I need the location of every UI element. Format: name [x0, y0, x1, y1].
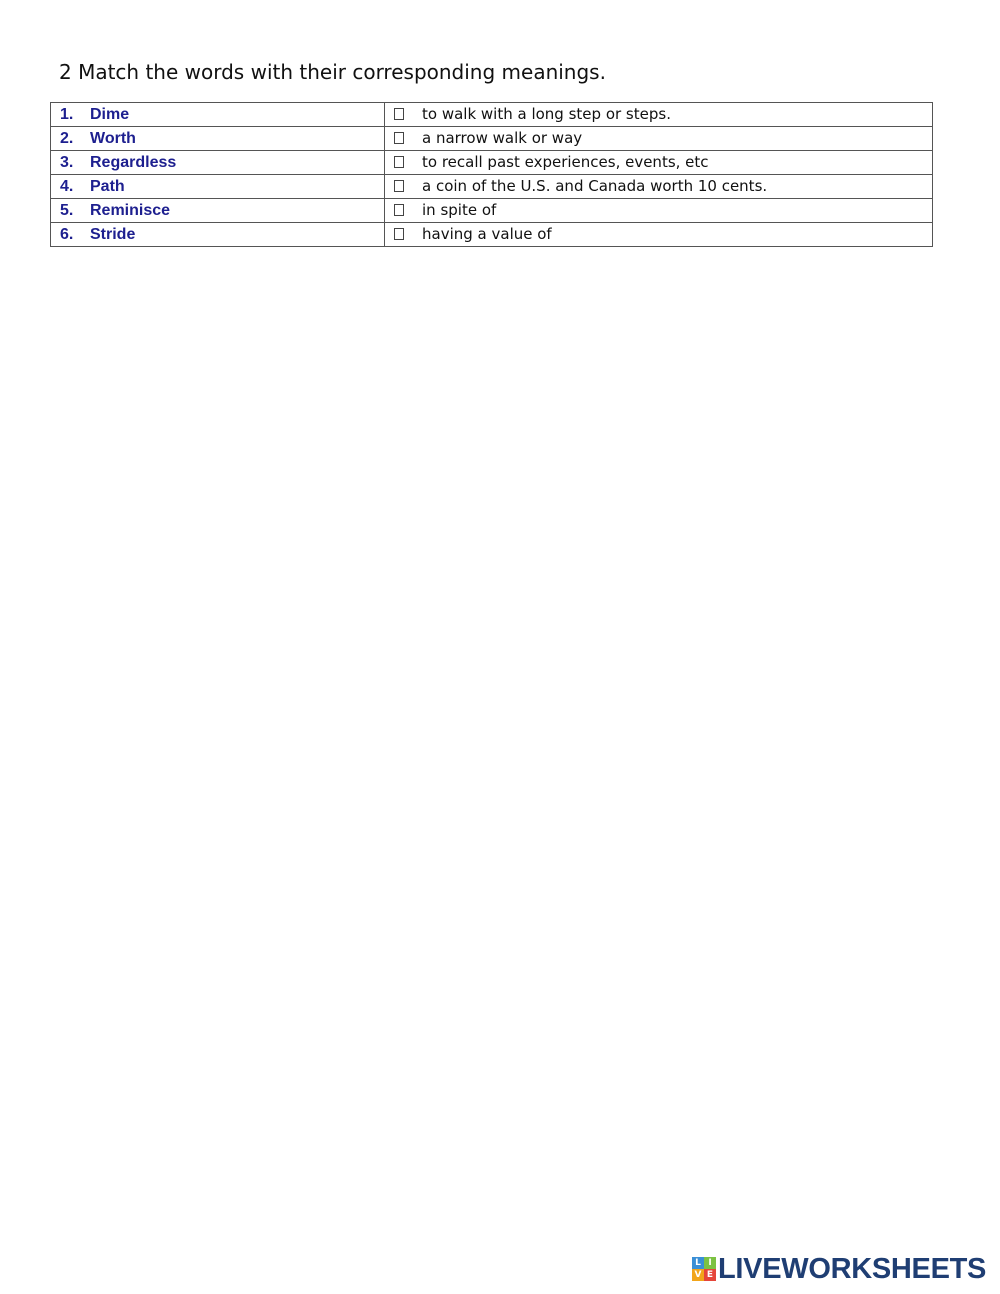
meaning-cell[interactable] — [385, 223, 933, 247]
word-label: Path — [90, 177, 125, 195]
word-cell — [51, 223, 385, 247]
meaning-cell[interactable] — [385, 103, 933, 127]
table-row — [51, 103, 933, 127]
word-number: 6. — [60, 225, 74, 243]
logo-text: LIVEWORKSHEETS — [718, 1252, 987, 1285]
meaning-label: in spite of — [422, 201, 497, 219]
matching-table — [50, 102, 933, 247]
liveworksheets-logo — [692, 1254, 986, 1284]
word-cell — [51, 127, 385, 151]
word-label: Worth — [90, 129, 136, 147]
table-row — [51, 151, 933, 175]
checkbox-icon[interactable] — [394, 156, 404, 168]
checkbox-icon[interactable] — [394, 228, 404, 240]
meaning-label: a coin of the U.S. and Canada worth 10 cents. — [422, 177, 768, 195]
logo-mark-letter: V — [692, 1269, 704, 1281]
word-label: Regardless — [90, 153, 177, 171]
logo-mark-letter: L — [692, 1257, 704, 1269]
meaning-cell[interactable] — [385, 151, 933, 175]
table-row — [51, 223, 933, 247]
checkbox-icon[interactable] — [394, 108, 404, 120]
meaning-cell[interactable] — [385, 199, 933, 223]
logo-mark-letter: E — [704, 1269, 716, 1281]
word-number: 3. — [60, 153, 74, 171]
word-label: Dime — [90, 105, 130, 123]
checkbox-icon[interactable] — [394, 204, 404, 216]
word-cell — [51, 151, 385, 175]
word-label: Reminisce — [90, 201, 171, 219]
meaning-label: to recall past experiences, events, etc — [422, 153, 709, 171]
meaning-cell[interactable] — [385, 175, 933, 199]
table-row — [51, 127, 933, 151]
word-number: 5. — [60, 201, 74, 219]
meaning-cell[interactable] — [385, 127, 933, 151]
word-number: 4. — [60, 177, 74, 195]
word-cell — [51, 103, 385, 127]
instruction-title: 2 Match the words with their corresponding meanings. — [59, 60, 606, 84]
word-label: Stride — [90, 225, 136, 243]
meaning-label: having a value of — [422, 225, 552, 243]
word-cell — [51, 175, 385, 199]
checkbox-icon[interactable] — [394, 132, 404, 144]
checkbox-icon[interactable] — [394, 180, 404, 192]
logo-mark-letter: I — [704, 1257, 716, 1269]
meaning-label: a narrow walk or way — [422, 129, 583, 147]
word-number: 1. — [60, 105, 74, 123]
table-row — [51, 175, 933, 199]
table-row — [51, 199, 933, 223]
word-cell — [51, 199, 385, 223]
logo-mark-icon — [692, 1257, 716, 1281]
meaning-label: to walk with a long step or steps. — [422, 105, 671, 123]
word-number: 2. — [60, 129, 74, 147]
